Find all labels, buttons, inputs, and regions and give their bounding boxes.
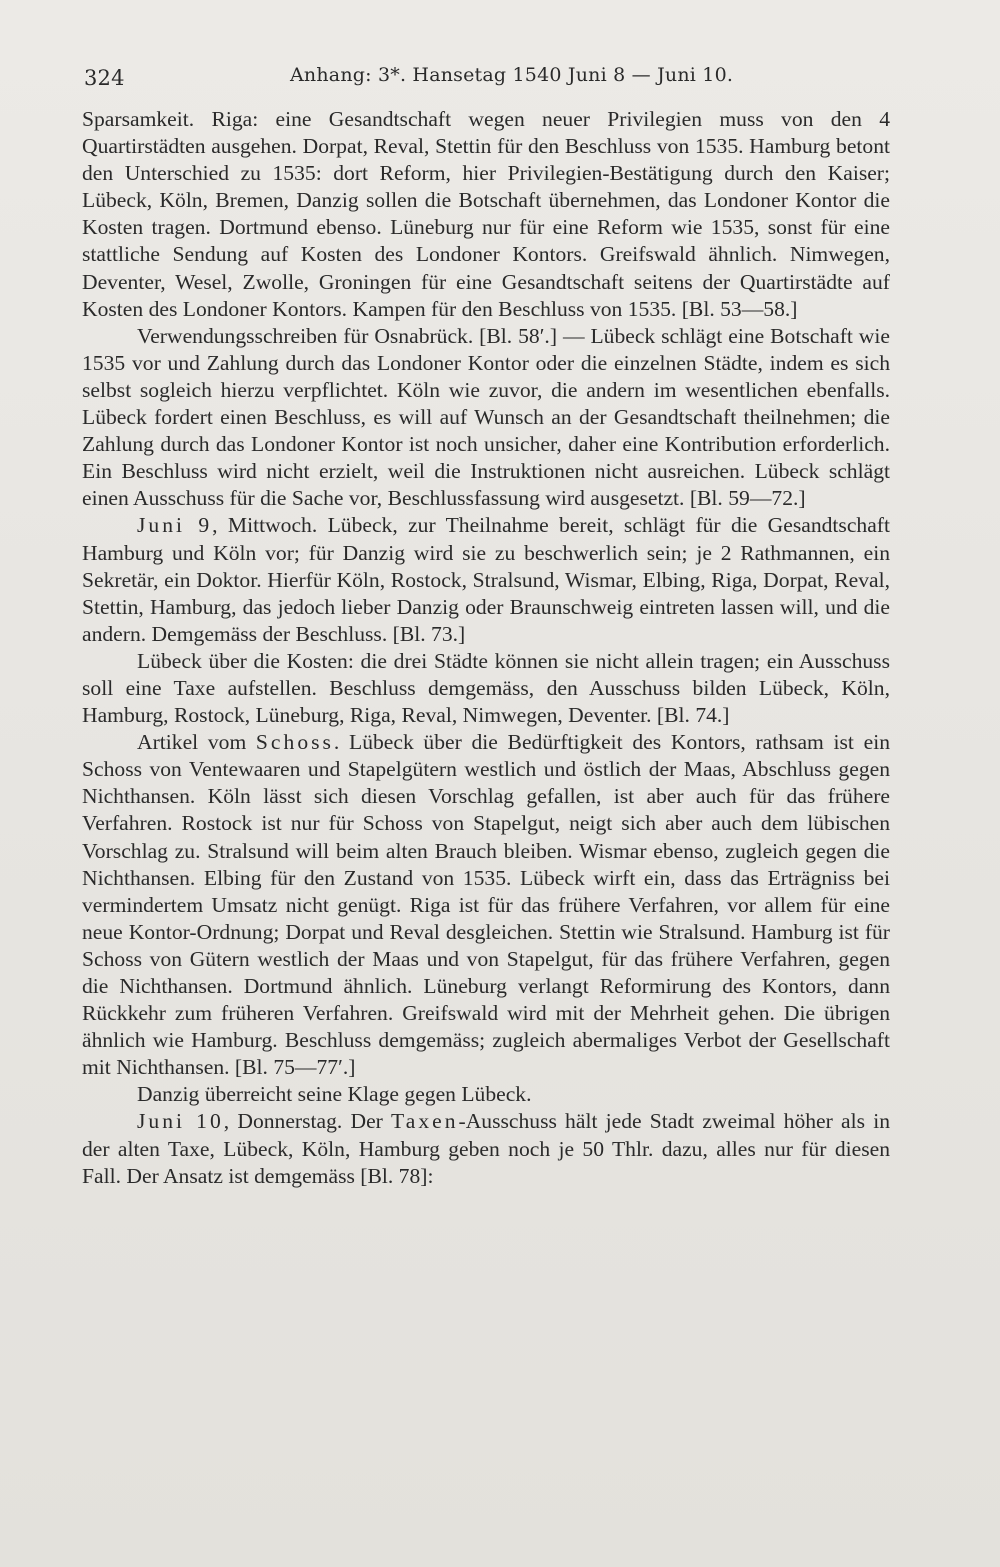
text-run: Artikel vom — [137, 730, 256, 755]
paragraph — [82, 512, 890, 647]
text-run: Danzig überreicht seine Klage gegen Lübeck. — [137, 1082, 532, 1107]
paragraph — [82, 1081, 890, 1108]
spaced-emphasis: Taxen — [391, 1109, 459, 1134]
text-run: Sparsamkeit. Riga: eine Gesandtschaft wegen neuer Privilegien muss von den 4 Quartirstädten ausgehen. Dorpat, Reval, Stettin für den Beschluss von 1535. Hamburg betont den Unterschied zu 1535: dort Reform, hier Privilegien-Bestätigung durch den Kaiser; Lübeck, Köln, Bremen, Danzig sollen die Botschaft übernehmen, das Londoner Kontor die Kosten tragen. Dortmund ebenso. Lüneburg nur für eine Reform wie 1535, sonst für eine stattliche Sendung auf Kosten des Londoner Kontors. Greifswald ähnlich. Nimwegen, Deventer, Wesel, Zwolle, Groningen für eine Gesandtschaft seitens der Quartirstädte auf Kosten des Londoner Kontors. Kampen für den Beschluss von 1535. [Bl. 53—58.] — [82, 107, 890, 321]
paragraph — [82, 648, 890, 729]
text-run: Lübeck über die Kosten: die drei Städte können sie nicht allein tragen; ein Ausschuss soll eine Taxe aufstellen. Beschluss demgemäss, den Ausschuss bilden Lübeck, Köln, Hamburg, Rostock, Lüneburg, Riga, Reval, Nimwegen, Deventer. [Bl. 74.] — [82, 648, 890, 728]
text-run: . Lübeck über die Bedürftigkeit des Kontors, rathsam ist ein Schoss von Ventewaaren und Stapelgütern westlich und östlich der Maas, Abschluss gegen Nichthansen. Köln lässt sich diesen Vorschlag gefallen, ist aber auch für das frühere Verfahren. Rostock ist nur für Schoss von Stapelgut, neigt sich aber auch dem lübischen Vorschlag zu. Stralsund will beim alten Brauch bleiben. Wismar ebenso, zugleich gegen die Nichthansen. Elbing für den Zustand von 1535. Lübeck wirft ein, dass das Erträgniss bei vermindertem Umsatz nicht genügt. Riga ist für das frühere Verfahren, vor allem für eine neue Kontor-Ordnung; Dorpat und Reval desgleichen. Stettin wie Stralsund. Hamburg ist für Schoss von Gütern westlich der Maas und von Stapelgut, für das frühere Verfahren, gegen die Nichthansen. Dortmund ähnlich. Lüneburg verlangt Reformirung des Kontors, dann Rückkehr zum früheren Verfahren. Greifswald wird mit der Mehrheit gehen. Die übrigen ähnlich wie Hamburg. Beschluss demgemäss; zugleich abermaliges Verbot der Gesellschaft mit Nichthansen. [Bl. 75—77′.] — [82, 730, 890, 1080]
spaced-emphasis: Schoss — [255, 730, 334, 755]
body-text — [82, 106, 890, 1190]
spaced-emphasis: Juni 10 — [137, 1109, 224, 1134]
spaced-emphasis: Juni 9 — [137, 513, 213, 538]
paragraph — [82, 729, 890, 1081]
paragraph — [82, 1108, 890, 1189]
text-run: , Donnerstag. Der — [223, 1109, 392, 1134]
text-run: -Ausschuss hält jede Stadt zweimal höher als in der alten Taxe, Lübeck, Köln, Hamburg geben noch je 50 Thlr. dazu, alles nur für diesen Fall. Der Ansatz ist demgemäss [Bl. 78]: — [82, 1109, 890, 1188]
running-head — [82, 58, 890, 98]
paragraph — [82, 323, 890, 513]
paragraph — [82, 106, 890, 323]
page-number: 324 — [84, 66, 125, 90]
text-run: , Mittwoch. Lübeck, zur Theilnahme bereit, schlägt für die Gesandtschaft Hamburg und Köln vor; für Danzig wird sie zu beschwerlich sein; je 2 Rathmannen, ein Sekretär, ein Doktor. Hierfür Köln, Rostock, Stralsund, Wismar, Elbing, Riga, Dorpat, Reval, Stettin, Hamburg, das jedoch lieber Danzig oder Braunschweig eintreten lassen will, und die andern. Demgemäss der Beschluss. [Bl. 73.] — [82, 513, 890, 646]
running-title: Anhang: 3*. Hansetag 1540 Juni 8 — Juni 10. — [290, 64, 734, 86]
text-run: Verwendungsschreiben für Osnabrück. [Bl. 58′.] — Lübeck schlägt eine Botschaft wie 1535 vor und Zahlung durch das Londoner Kontor oder die einzelnen Städte, indem es sich selbst sogleich hierzu verpflichtet. Köln wie zuvor, die andern im wesentlichen ebenfalls. Lübeck fordert einen Beschluss, es will auf Wunsch an der Gesandtschaft theilnehmen; die Zahlung durch das Londoner Kontor ist noch unsicher, daher eine Kontribution erforderlich. Ein Beschluss wird nicht erzielt, weil die Instruktionen nicht ausreichen. Lübeck schlägt einen Ausschuss für die Sache vor, Beschlussfassung wird ausgesetzt. [Bl. 59—72.] — [82, 323, 890, 511]
